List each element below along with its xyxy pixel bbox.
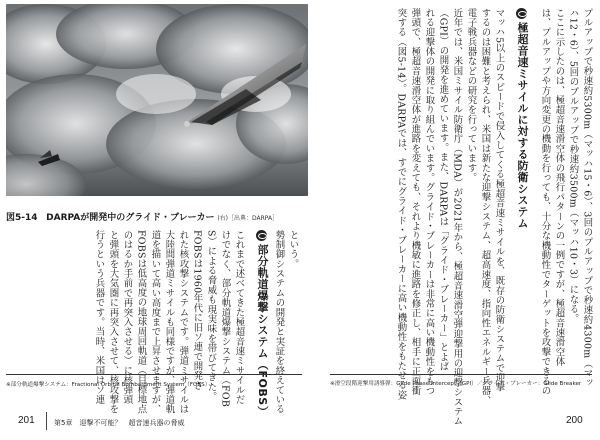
page-number: 201 <box>18 415 35 426</box>
right-body-line: プルアップで秒速約5300m（マッハ15・6）、3回のプルアップで秒速約4300m（マッ <box>581 8 593 388</box>
left-body-line: 道を描いて高い高度まで上昇させますが、 <box>149 230 161 415</box>
footnote-rule <box>6 374 302 375</box>
cloud-aircraft-image <box>6 4 308 196</box>
right-body-line: 突する（図5-14）。DARPAでは、すでにグライド・ブレーカーに高い機動性をもたせる姿 <box>395 8 407 400</box>
right-body-line: 弾頭で、極超音速滑空体が進路を変えても、それより機敏に進路を修正し、相手に正面衝 <box>409 8 421 396</box>
left-body-line: これまで述べてきた極超音速ミサイルだ <box>233 230 245 405</box>
left-body-line: けでなく、部分軌道爆撃システム（FOB <box>219 230 231 408</box>
left-body-line: のはるか手前で再突入させる）に核弾頭 <box>121 230 133 405</box>
missile-heading-icon <box>516 8 527 19</box>
left-body-line: という。 <box>287 230 299 269</box>
running-head-divider <box>46 412 47 430</box>
figure-credit: (右)［出典：DARPA］ <box>217 215 279 222</box>
right-body-line: 近年では、米国ミサイル防衛庁（MDA）が2021年から、極超音速滑空弾迎撃用の迎撃システム <box>451 8 463 427</box>
right-body-line: ここに示したのは、極超音速滑空体の飛行パターンの一例ですが、極超音速滑空体 <box>553 8 565 367</box>
right-body-line: （GPI）の開発を進めています。また、DARPAは「グライド・ブレーカー」とよば <box>437 8 449 372</box>
footnote: ※滑空段階迎撃用誘導弾：Glide Phase Intercept（GPI）／グライド・ブレーカー：Glide Breaker <box>330 381 582 387</box>
left-body-line: FOBSは低高度の地球周回軌道（目標地点 <box>135 230 147 414</box>
left-body-line: 大陸間弾道ミサイルも同様ですが、弾道軌 <box>163 230 175 415</box>
right-body-line: するのは困難と考えられ、米国は新たな迎撃システム、超高速度、指向性エネルギー兵器、 <box>479 8 491 406</box>
section-heading-fobs: 部分軌道爆撃システム（FOBS） <box>256 244 269 418</box>
footnote-rule <box>330 374 592 375</box>
running-head: 第5章 迎撃不可能？ 超音速兵器の脅威 <box>54 419 185 427</box>
footnote: ※部分軌道爆撃システム：Fractional Orbital Bombardment System（FOBS） <box>6 382 211 388</box>
page-number: 200 <box>566 415 583 426</box>
right-body-line: れる迎撃体の開発に取り組んでいます。グライド・ブレーカーは非常に高い機動性をもつ <box>423 8 435 396</box>
right-body-line: は、プルアップや方向変更の機動を行っても、十分な機動性でターゲットを攻撃できるの <box>539 8 551 396</box>
left-body-line: 勢制御システムの開発と実証を終えている <box>273 230 285 415</box>
left-body-line: FOBSは1960年代に旧ソ連で開発さ <box>191 230 203 391</box>
right-body-line: マッハ5以上のスピードで侵入してくる極超音速ミサイルを、既存の防衛システムで迎撃 <box>493 8 505 393</box>
section-heading-defense: 極超音速ミサイルに対する防衛システム <box>516 22 529 229</box>
figure-title: DARPAが開発中のグライド・ブレーカー <box>46 213 215 223</box>
glide-breaker-photo <box>6 4 308 196</box>
right-body-line: ハ12・6）、5回のプルアップで秒速約3500m（マッハ10・3）になる。 <box>567 8 579 324</box>
missile-heading-icon <box>256 230 267 241</box>
figure-label: 図5-14 <box>6 213 38 223</box>
left-body-line: 行うという兵器です。当時、米国はソ連 <box>93 230 105 405</box>
figure-caption <box>6 210 278 223</box>
left-body-line: S）による脅威も現実味を帯びてきた。 <box>205 230 217 402</box>
right-body-line: 電子戦兵器などの研究を行っています。 <box>465 8 477 183</box>
left-body-line: と弾頭を大気圏に再突入させて、核攻撃を <box>107 230 119 415</box>
left-body-line: れた核攻撃システムです。弾道ミサイルは <box>177 230 189 415</box>
